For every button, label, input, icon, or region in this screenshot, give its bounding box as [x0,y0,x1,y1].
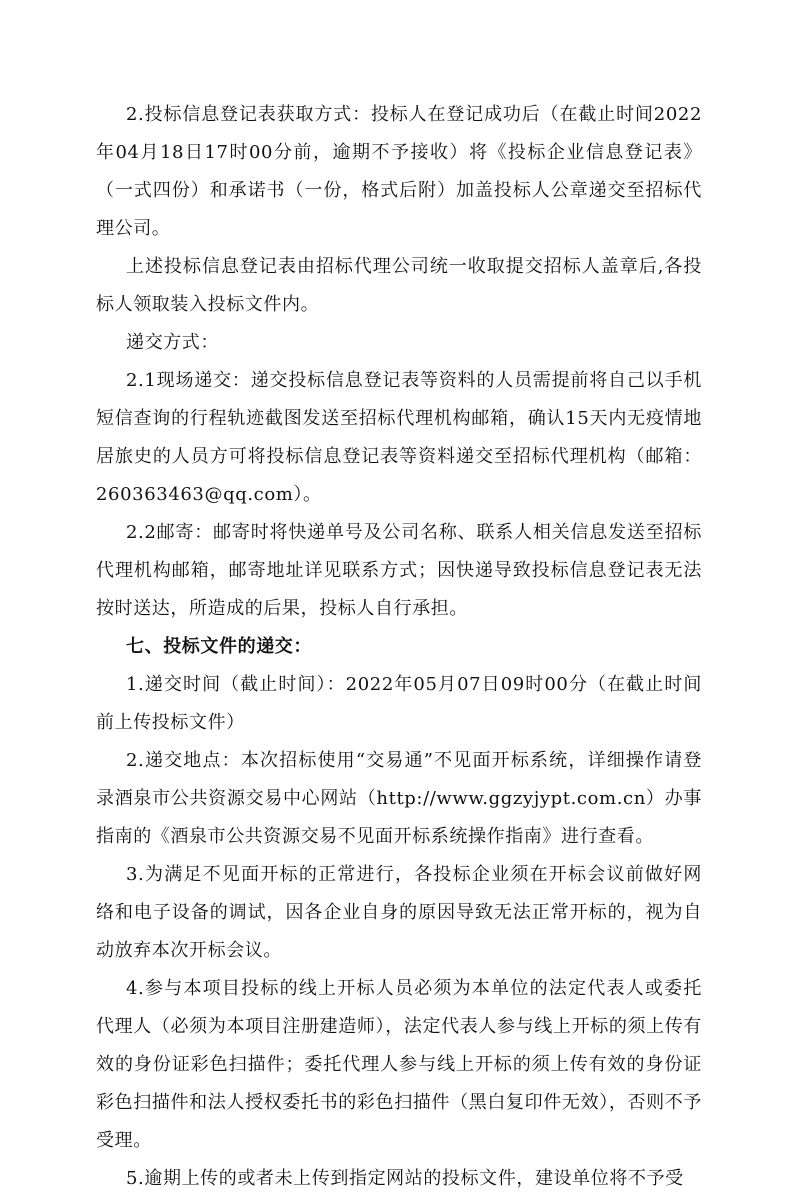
document-body [96,96,702,1198]
section-heading-bid-submission: 七、投标文件的递交： [126,636,312,657]
paragraph-registration-form-method: 2.投标信息登记表获取方式：投标人在登记成功后（在截止时间2022年04月18日17时00分前，逾期不予接收）将《投标企业信息登记表》（一式四份）和承诺书（一份，格式后附）加盖投标人公章递交至招标代理公司。 [96,104,702,239]
paragraph-onsite-submission: 2.1现场递交：递交投标信息登记表等资料的人员需提前将自己以手机短信查询的行程轨迹截图发送至招标代理机构邮箱，确认15天内无疫情地居旅史的人员方可将投标信息登记表等资料递交至招标代理机构（邮箱：260363463@qq.com）。 [96,370,702,505]
paragraph-mail-submission: 2.2邮寄：邮寄时将快递单号及公司名称、联系人相关信息发送至招标代理机构邮箱，邮寄地址详见联系方式；因快递导致投标信息登记表无法按时送达，所造成的后果，投标人自行承担。 [96,522,702,619]
paragraph-submission-method-label: 递交方式： [126,332,219,353]
paragraph-online-bid-personnel: 4.参与本项目投标的线上开标人员必须为本单位的法定代表人或委托代理人（必须为本项目注册建造师），法定代表人参与线上开标的须上传有效的身份证彩色扫描件；委托代理人参与线上开标的须上传有效的身份证彩色扫描件和法人授权委托书的彩色扫描件（黑白复印件无效），否则不予受理。 [96,978,702,1151]
paragraph-late-upload: 5.逾期上传的或者未上传到指定网站的投标文件，建设单位将不予受 [126,1168,684,1189]
paragraph-equipment-debugging: 3.为满足不见面开标的正常进行，各投标企业须在开标会议前做好网络和电子设备的调试，因各企业自身的原因导致无法正常开标的，视为自动放弃本次开标会议。 [96,864,702,961]
paragraph-submission-deadline: 1.递交时间（截止时间）：2022年05月07日09时00分（在截止时间前上传投标文件） [96,674,702,733]
paragraph-registration-form-collection: 上述投标信息登记表由招标代理公司统一收取提交招标人盖章后,各投标人领取装入投标文件内。 [96,256,702,315]
paragraph-submission-location: 2.递交地点：本次招标使用“交易通”不见面开标系统，详细操作请登录酒泉市公共资源交易中心网站（http://www.ggzyjypt.com.cn）办事指南的《酒泉市公共资源交易不见面开标系统操作指南》进行查看。 [96,750,702,847]
